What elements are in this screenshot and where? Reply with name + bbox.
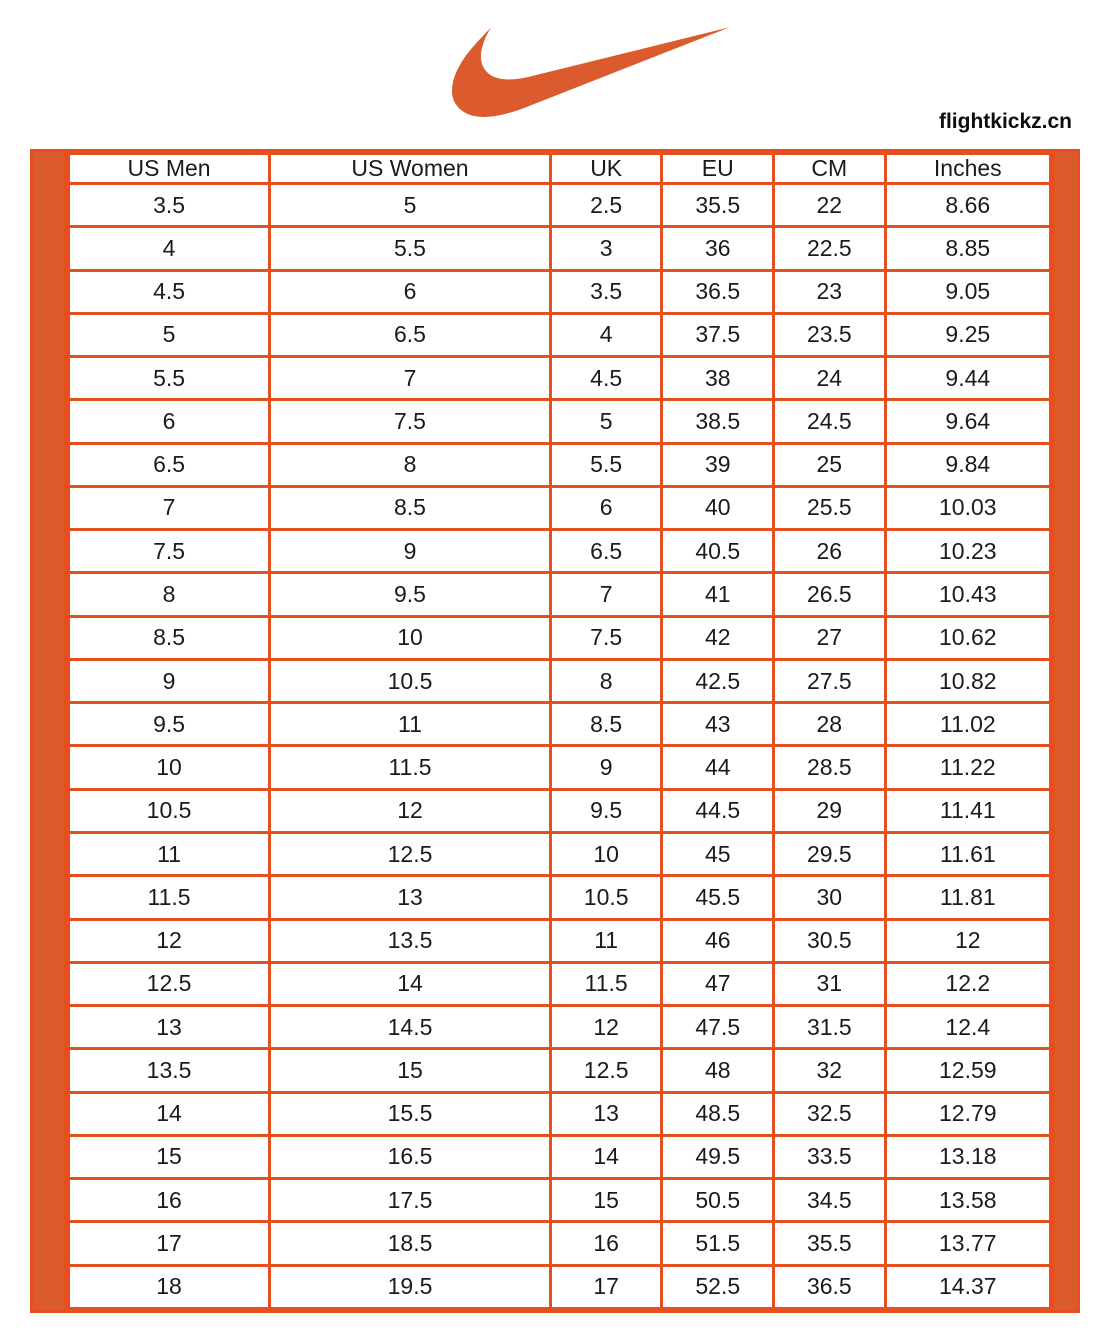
size-cell: 41 (662, 573, 774, 616)
size-cell: 28.5 (774, 746, 886, 789)
size-cell: 9.25 (885, 313, 1050, 356)
size-cell: 11.02 (885, 703, 1050, 746)
size-cell: 6 (550, 486, 662, 529)
size-cell: 11.5 (550, 962, 662, 1005)
size-cell: 32.5 (774, 1092, 886, 1135)
table-row (69, 1222, 1051, 1265)
table-row (69, 400, 1051, 443)
size-cell: 27.5 (774, 659, 886, 702)
size-cell: 10.82 (885, 659, 1050, 702)
table-row (69, 659, 1051, 702)
size-cell: 17 (69, 1222, 270, 1265)
size-cell: 31 (774, 962, 886, 1005)
size-cell: 32 (774, 1049, 886, 1092)
size-cell: 12.5 (550, 1049, 662, 1092)
size-cell: 35.5 (662, 184, 774, 227)
size-cell: 14.5 (270, 1006, 551, 1049)
size-cell: 9.5 (270, 573, 551, 616)
size-cell: 39 (662, 443, 774, 486)
size-cell: 27 (774, 616, 886, 659)
size-cell: 16 (69, 1179, 270, 1222)
size-cell: 9.5 (550, 789, 662, 832)
header-row (69, 154, 1051, 184)
column-header: EU (662, 154, 774, 184)
size-cell: 23.5 (774, 313, 886, 356)
size-cell: 38 (662, 357, 774, 400)
column-header: Inches (885, 154, 1050, 184)
size-cell: 8.85 (885, 227, 1050, 270)
size-cell: 46 (662, 919, 774, 962)
column-header: US Women (270, 154, 551, 184)
size-cell: 10 (550, 832, 662, 875)
size-cell: 12.5 (270, 832, 551, 875)
size-cell: 11.5 (69, 876, 270, 919)
size-cell: 47 (662, 962, 774, 1005)
size-cell: 29 (774, 789, 886, 832)
column-header: UK (550, 154, 662, 184)
size-cell: 7 (69, 486, 270, 529)
size-cell: 9 (69, 659, 270, 702)
size-cell: 10.62 (885, 616, 1050, 659)
size-cell: 42 (662, 616, 774, 659)
table-row (69, 184, 1051, 227)
size-cell: 23 (774, 270, 886, 313)
table-row (69, 1006, 1051, 1049)
column-header: US Men (69, 154, 270, 184)
table-row (69, 1092, 1051, 1135)
size-cell: 30.5 (774, 919, 886, 962)
size-cell: 11.81 (885, 876, 1050, 919)
size-cell: 13 (69, 1006, 270, 1049)
size-cell: 40 (662, 486, 774, 529)
table-accent-strip-right (1052, 152, 1077, 1310)
table-row (69, 746, 1051, 789)
size-cell: 12 (550, 1006, 662, 1049)
size-cell: 14 (69, 1092, 270, 1135)
size-cell: 31.5 (774, 1006, 886, 1049)
size-cell: 9.44 (885, 357, 1050, 400)
size-cell: 48 (662, 1049, 774, 1092)
size-cell: 35.5 (774, 1222, 886, 1265)
size-cell: 11.5 (270, 746, 551, 789)
size-cell: 9 (270, 530, 551, 573)
size-cell: 10 (270, 616, 551, 659)
size-cell: 16.5 (270, 1135, 551, 1178)
size-cell: 17 (550, 1265, 662, 1308)
size-cell: 36 (662, 227, 774, 270)
size-cell: 44.5 (662, 789, 774, 832)
size-cell: 12 (885, 919, 1050, 962)
size-cell: 36.5 (774, 1265, 886, 1308)
swoosh-path (452, 27, 730, 117)
size-cell: 15 (69, 1135, 270, 1178)
size-cell: 13.58 (885, 1179, 1050, 1222)
table-row (69, 832, 1051, 875)
size-cell: 4 (550, 313, 662, 356)
table-row (69, 703, 1051, 746)
table-row (69, 573, 1051, 616)
size-cell: 25.5 (774, 486, 886, 529)
size-cell: 10.23 (885, 530, 1050, 573)
size-chart-table (30, 149, 1080, 1313)
size-cell: 16 (550, 1222, 662, 1265)
size-cell: 14 (550, 1135, 662, 1178)
size-cell: 37.5 (662, 313, 774, 356)
size-cell: 10.5 (69, 789, 270, 832)
table-row (69, 530, 1051, 573)
size-cell: 2.5 (550, 184, 662, 227)
size-cell: 9.5 (69, 703, 270, 746)
size-cell: 5 (69, 313, 270, 356)
size-cell: 43 (662, 703, 774, 746)
size-cell: 3.5 (69, 184, 270, 227)
size-cell: 11.41 (885, 789, 1050, 832)
size-cell: 9 (550, 746, 662, 789)
size-cell: 7.5 (270, 400, 551, 443)
table-body (69, 184, 1051, 1309)
size-cell: 6 (270, 270, 551, 313)
size-cell: 5.5 (270, 227, 551, 270)
size-cell: 12.59 (885, 1049, 1050, 1092)
size-cell: 9.84 (885, 443, 1050, 486)
size-cell: 52.5 (662, 1265, 774, 1308)
size-cell: 6 (69, 400, 270, 443)
table-row (69, 1135, 1051, 1178)
size-cell: 22.5 (774, 227, 886, 270)
size-cell: 6.5 (270, 313, 551, 356)
size-cell: 42.5 (662, 659, 774, 702)
table-row (69, 270, 1051, 313)
size-cell: 8 (69, 573, 270, 616)
size-cell: 49.5 (662, 1135, 774, 1178)
size-cell: 9.64 (885, 400, 1050, 443)
size-cell: 12.4 (885, 1006, 1050, 1049)
size-cell: 8.5 (550, 703, 662, 746)
size-cell: 13.77 (885, 1222, 1050, 1265)
size-cell: 19.5 (270, 1265, 551, 1308)
size-cell: 36.5 (662, 270, 774, 313)
size-cell: 13.5 (270, 919, 551, 962)
size-cell: 5 (270, 184, 551, 227)
size-cell: 13.5 (69, 1049, 270, 1092)
size-cell: 13.18 (885, 1135, 1050, 1178)
size-cell: 44 (662, 746, 774, 789)
size-cell: 7 (550, 573, 662, 616)
size-cell: 7.5 (69, 530, 270, 573)
size-cell: 5.5 (550, 443, 662, 486)
size-cell: 8 (550, 659, 662, 702)
size-cell: 11.22 (885, 746, 1050, 789)
size-cell: 12.79 (885, 1092, 1050, 1135)
size-cell: 45 (662, 832, 774, 875)
table-row (69, 486, 1051, 529)
size-cell: 24 (774, 357, 886, 400)
size-cell: 45.5 (662, 876, 774, 919)
size-cell: 26.5 (774, 573, 886, 616)
size-cell: 12.2 (885, 962, 1050, 1005)
size-cell: 14.37 (885, 1265, 1050, 1308)
table-row (69, 919, 1051, 962)
table-row (69, 876, 1051, 919)
size-cell: 15.5 (270, 1092, 551, 1135)
size-cell: 48.5 (662, 1092, 774, 1135)
table-row (69, 357, 1051, 400)
size-cell: 15 (550, 1179, 662, 1222)
size-cell: 11.61 (885, 832, 1050, 875)
size-cell: 13 (550, 1092, 662, 1135)
size-cell: 10.5 (550, 876, 662, 919)
size-cell: 9.05 (885, 270, 1050, 313)
size-cell: 12.5 (69, 962, 270, 1005)
size-cell: 15 (270, 1049, 551, 1092)
table-row (69, 227, 1051, 270)
size-cell: 8.5 (270, 486, 551, 529)
column-header: CM (774, 154, 886, 184)
size-cell: 18.5 (270, 1222, 551, 1265)
size-cell: 11 (550, 919, 662, 962)
size-cell: 47.5 (662, 1006, 774, 1049)
size-cell: 4 (69, 227, 270, 270)
size-cell: 5.5 (69, 357, 270, 400)
size-cell: 30 (774, 876, 886, 919)
size-cell: 10.5 (270, 659, 551, 702)
size-cell: 5 (550, 400, 662, 443)
size-cell: 7.5 (550, 616, 662, 659)
size-conversion-table (67, 152, 1052, 1310)
size-cell: 50.5 (662, 1179, 774, 1222)
size-cell: 12 (69, 919, 270, 962)
size-cell: 25 (774, 443, 886, 486)
size-cell: 10 (69, 746, 270, 789)
website-watermark: flightkickz.cn (938, 110, 1072, 133)
size-cell: 11 (69, 832, 270, 875)
table-accent-strip-left (33, 152, 67, 1310)
size-cell: 4.5 (69, 270, 270, 313)
table-row (69, 616, 1051, 659)
size-cell: 29.5 (774, 832, 886, 875)
size-cell: 26 (774, 530, 886, 573)
size-cell: 8.66 (885, 184, 1050, 227)
size-cell: 34.5 (774, 1179, 886, 1222)
table-row (69, 1265, 1051, 1308)
size-cell: 18 (69, 1265, 270, 1308)
table-row (69, 789, 1051, 832)
table-row (69, 443, 1051, 486)
size-cell: 12 (270, 789, 551, 832)
size-cell: 11 (270, 703, 551, 746)
size-cell: 8 (270, 443, 551, 486)
size-cell: 33.5 (774, 1135, 886, 1178)
size-cell: 13 (270, 876, 551, 919)
size-cell: 8.5 (69, 616, 270, 659)
size-cell: 51.5 (662, 1222, 774, 1265)
size-cell: 17.5 (270, 1179, 551, 1222)
size-cell: 14 (270, 962, 551, 1005)
size-cell: 6.5 (550, 530, 662, 573)
size-cell: 3.5 (550, 270, 662, 313)
size-cell: 10.03 (885, 486, 1050, 529)
size-cell: 22 (774, 184, 886, 227)
size-cell: 24.5 (774, 400, 886, 443)
table-row (69, 313, 1051, 356)
table-row (69, 962, 1051, 1005)
size-cell: 28 (774, 703, 886, 746)
size-cell: 40.5 (662, 530, 774, 573)
size-cell: 6.5 (69, 443, 270, 486)
nike-swoosh-logo (452, 26, 730, 118)
table-row (69, 1179, 1051, 1222)
size-cell: 7 (270, 357, 551, 400)
size-cell: 38.5 (662, 400, 774, 443)
table-row (69, 1049, 1051, 1092)
size-cell: 3 (550, 227, 662, 270)
size-cell: 10.43 (885, 573, 1050, 616)
size-cell: 4.5 (550, 357, 662, 400)
